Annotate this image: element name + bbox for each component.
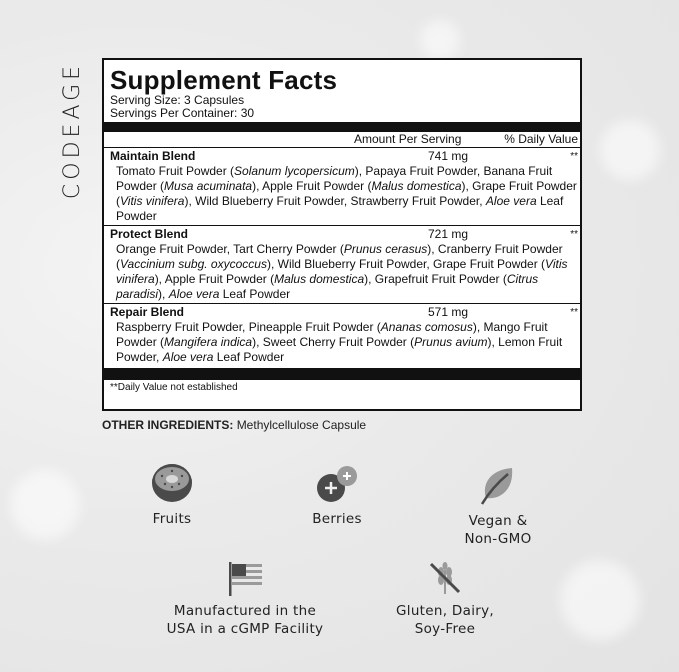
- background-bokeh: [600, 120, 660, 180]
- blend-amount: 741 mg: [428, 149, 469, 163]
- other-ingredients: [102, 418, 366, 432]
- feature-fruits: [130, 462, 214, 528]
- ingredient-text: ),: [158, 287, 169, 301]
- background-bokeh: [10, 470, 80, 540]
- brand-logo: [55, 55, 91, 205]
- feature-berries: [295, 464, 379, 528]
- footnote: **Daily Value not established: [110, 382, 238, 393]
- blend-row: [104, 304, 580, 366]
- ingredient-text: Mangifera indica: [164, 335, 253, 349]
- ingredient-text: Leaf Powder: [116, 194, 564, 223]
- feature-label: Vegan &: [468, 513, 528, 529]
- ingredient-text: Aloe vera: [485, 194, 537, 208]
- other-ingredients-label: OTHER INGREDIENTS:: [102, 418, 234, 432]
- ingredient-text: ), Papaya Fruit Powder, Banana Fruit Powder (: [116, 164, 553, 193]
- ingredient-text: Vitis vinifera: [120, 194, 185, 208]
- ingredient-text: ), Apple Fruit Powder (: [154, 272, 275, 286]
- facts-column-header: [104, 132, 580, 148]
- background-bokeh: [420, 20, 460, 60]
- feature-label: Fruits: [152, 511, 192, 527]
- ingredient-text: Leaf Powder: [219, 287, 291, 301]
- ingredient-text: Prunus avium: [414, 335, 488, 349]
- ingredient-text: Raspberry Fruit Powder, Pineapple Fruit Powder (: [116, 320, 381, 334]
- blend-row: [104, 148, 580, 226]
- ingredient-text: Prunus cerasus: [343, 242, 428, 256]
- servings-per-container: Servings Per Container: 30: [110, 106, 255, 120]
- blend-daily-value: **: [570, 229, 578, 240]
- ingredient-text: ), Grapefruit Fruit Powder (: [364, 272, 507, 286]
- blend-name: Repair Blend: [110, 305, 185, 319]
- feature-label: Non-GMO: [464, 531, 532, 547]
- ingredient-text: Vaccinium subg. oxycoccus: [120, 257, 267, 271]
- ingredient-text: Aloe vera: [168, 287, 220, 301]
- ingredient-text: ), Grape Fruit Powder (: [116, 179, 577, 208]
- divider-bar: [104, 368, 580, 380]
- ingredient-text: Vitis vinifera: [116, 257, 568, 286]
- supplement-facts-panel: [102, 58, 582, 411]
- ingredient-text: ), Wild Blueberry Fruit Powder, Grape Fruit Powder (: [266, 257, 546, 271]
- kiwi-fruit-icon: [150, 462, 194, 504]
- berries-icon: [314, 464, 360, 504]
- divider-bar: [104, 122, 580, 132]
- blend-header: [110, 305, 578, 320]
- feature-vegan-non-gmo: [448, 464, 548, 548]
- ingredient-text: Solanum lycopersicum: [234, 164, 355, 178]
- ingredient-text: Ananas comosus: [380, 320, 473, 334]
- usa-flag-icon: [225, 560, 265, 596]
- blend-ingredients: [110, 242, 578, 302]
- blend-list: [110, 148, 576, 366]
- ingredient-text: ), Apple Fruit Powder (: [252, 179, 372, 193]
- no-wheat-icon: [425, 560, 465, 596]
- ingredient-text: Tomato Fruit Powder (: [116, 164, 235, 178]
- feature-label: Berries: [312, 511, 362, 527]
- feature-allergen-free: [375, 560, 515, 638]
- amount-per-serving-header: Amount Per Serving: [354, 132, 462, 146]
- blend-daily-value: **: [570, 151, 578, 162]
- feature-label: Gluten, Dairy,: [396, 603, 494, 619]
- ingredient-text: Aloe vera: [162, 350, 214, 364]
- ingredient-text: ), Sweet Cherry Fruit Powder (: [252, 335, 415, 349]
- leaf-icon: [478, 464, 518, 506]
- ingredient-text: Malus domestica: [274, 272, 365, 286]
- facts-title: Supplement Facts: [110, 65, 338, 95]
- blend-row: [104, 226, 580, 304]
- ingredient-text: Malus domestica: [371, 179, 462, 193]
- ingredient-text: Musa acuminata: [164, 179, 253, 193]
- blend-ingredients: [110, 164, 578, 224]
- blend-amount: 721 mg: [428, 227, 469, 241]
- blend-amount: 571 mg: [428, 305, 469, 319]
- blend-header: [110, 227, 578, 242]
- blend-name: Maintain Blend: [110, 149, 196, 163]
- blend-daily-value: **: [570, 307, 578, 318]
- ingredient-text: ), Cranberry Fruit Powder (: [116, 242, 563, 271]
- ingredient-text: Leaf Powder: [213, 350, 285, 364]
- serving-size: Serving Size: 3 Capsules: [110, 93, 245, 107]
- feature-label: Soy-Free: [414, 621, 476, 637]
- brand-text: CODEAGE: [60, 61, 86, 199]
- feature-label: USA in a cGMP Facility: [166, 621, 324, 637]
- blend-name: Protect Blend: [110, 227, 189, 241]
- blend-header: [110, 149, 578, 164]
- ingredient-text: ), Wild Blueberry Fruit Powder, Strawberry Fruit Powder,: [184, 194, 486, 208]
- blend-ingredients: [110, 320, 578, 365]
- feature-label: Manufactured in the: [173, 603, 317, 619]
- ingredient-text: ), Lemon Fruit Powder,: [116, 335, 563, 364]
- daily-value-header: % Daily Value: [504, 132, 578, 146]
- ingredient-text: Citrus paradisi: [116, 272, 539, 301]
- ingredient-text: Orange Fruit Powder, Tart Cherry Powder (: [116, 242, 344, 256]
- background-bokeh: [560, 560, 640, 640]
- feature-made-in-usa: [150, 560, 340, 638]
- ingredient-text: ), Mango Fruit Powder (: [116, 320, 548, 349]
- other-ingredients-value: Methylcellulose Capsule: [236, 418, 367, 432]
